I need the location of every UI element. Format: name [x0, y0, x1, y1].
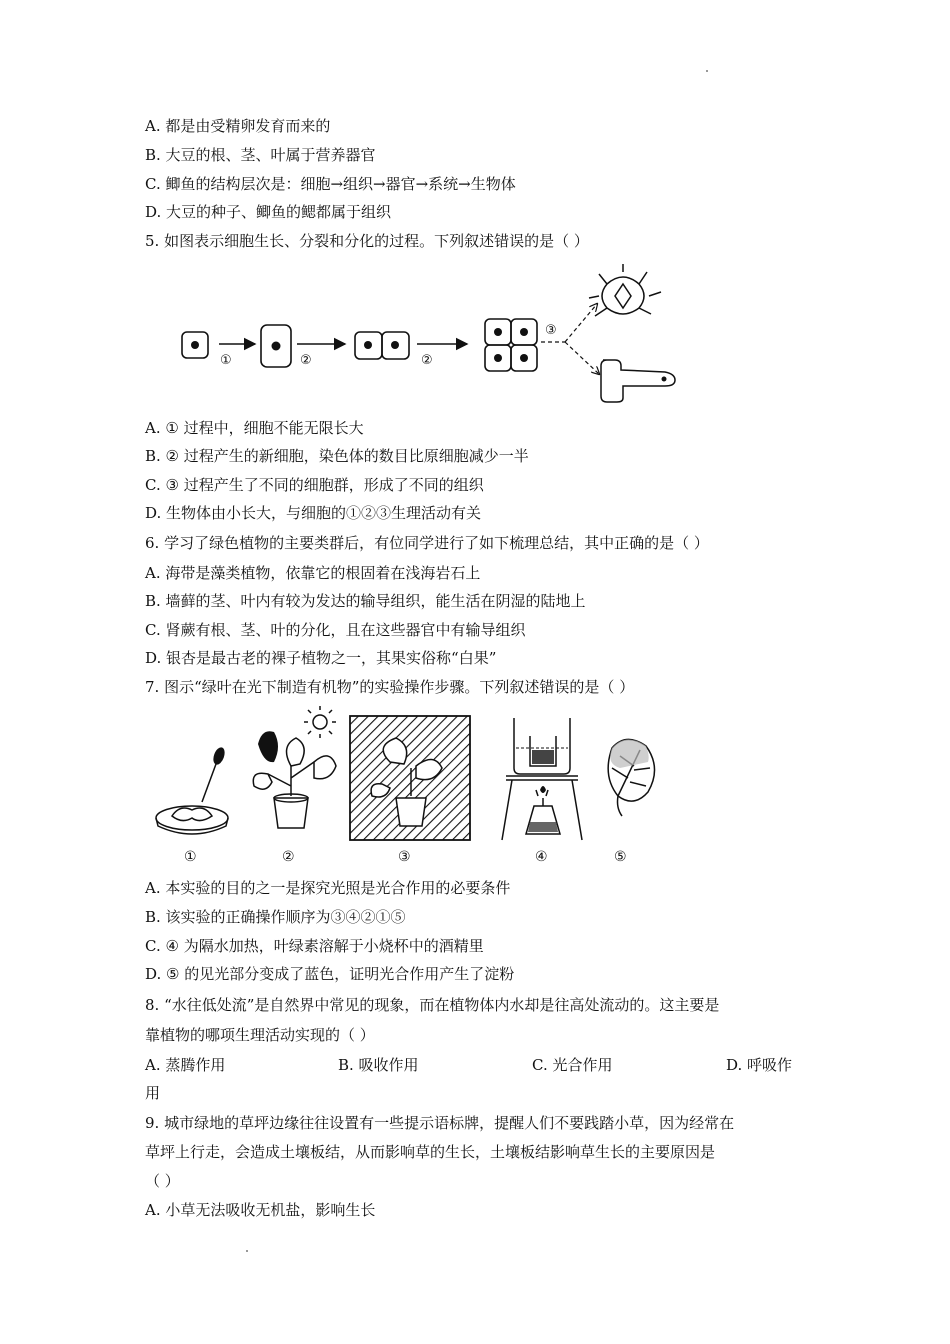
photosynthesis-experiment-figure [150, 706, 680, 872]
q6-option-d: D. 银杏是最古老的裸子植物之一，其果实俗称“白果” [145, 649, 497, 667]
q7-stem: 7. 图示“绿叶在光下制造有机物”的实验操作步骤。下列叙述错误的是（ ） [145, 678, 635, 696]
q6-option-b: B. 墙藓的茎、叶内有较为发达的输导组织，能生活在阴湿的陆地上 [145, 592, 586, 610]
scan-speck [706, 70, 708, 72]
q5-option-a: A. ① 过程中，细胞不能无限长大 [145, 419, 364, 437]
fig5-label-2: ② [300, 353, 312, 368]
q8-stem-line1: 8. “水往低处流”是自然界中常见的现象，而在植物体内水却是往高处流动的。这主要是 [145, 996, 720, 1014]
q8-option-d: D. 呼吸作 [726, 1056, 793, 1074]
q7-option-c: C. ④ 为隔水加热，叶绿素溶解于小烧杯中的酒精里 [145, 937, 484, 955]
fig7-label-2: ② [282, 849, 295, 865]
fig7-label-1: ① [184, 849, 197, 865]
q4-option-c: C. 鲫鱼的结构层次是：细胞→组织→器官→系统→生物体 [145, 175, 516, 193]
q7-option-d: D. ⑤ 的见光部分变成了蓝色，证明光合作用产生了淀粉 [145, 965, 515, 983]
q6-stem: 6. 学习了绿色植物的主要类群后，有位同学进行了如下梳理总结，其中正确的是（ ） [145, 534, 709, 552]
q5-option-b: B. ② 过程产生的新细胞，染色体的数目比原细胞减少一半 [145, 447, 529, 465]
fig7-label-3: ③ [398, 849, 411, 865]
fig7-label-5: ⑤ [614, 849, 627, 865]
q8-stem-line2: 靠植物的哪项生理活动实现的（ ） [145, 1026, 375, 1044]
q4-option-b: B. 大豆的根、茎、叶属于营养器官 [145, 146, 376, 164]
q8-option-c: C. 光合作用 [532, 1056, 613, 1074]
q4-option-d: D. 大豆的种子、鲫鱼的鳃都属于组织 [145, 203, 392, 221]
q9-stem-line2: 草坪上行走，会造成土壤板结，从而影响草的生长，土壤板结影响草生长的主要原因是 [145, 1143, 716, 1161]
fig5-label-3: ③ [545, 323, 557, 338]
cell-process-figure [175, 262, 695, 410]
q7-option-b: B. 该实验的正确操作顺序为③④②①⑤ [145, 908, 406, 926]
q4-option-a: A. 都是由受精卵发育而来的 [145, 117, 331, 135]
q5-option-c: C. ③ 过程产生了不同的细胞群，形成了不同的组织 [145, 476, 484, 494]
fig5-label-1: ① [220, 353, 232, 368]
q6-option-c: C. 肾蕨有根、茎、叶的分化，且在这些器官中有输导组织 [145, 621, 526, 639]
q9-stem-line3: （ ） [145, 1172, 180, 1190]
scan-speck [246, 1250, 248, 1252]
q9-option-a: A. 小草无法吸收无机盐，影响生长 [145, 1201, 376, 1219]
q8-option-d-wrap: 用 [145, 1084, 161, 1102]
q9-stem-line1: 9. 城市绿地的草坪边缘往往设置有一些提示语标牌，提醒人们不要践踏小草，因为经常在 [145, 1114, 735, 1132]
q8-option-a: A. 蒸腾作用 [145, 1056, 226, 1074]
fig7-label-4: ④ [535, 849, 548, 865]
q7-option-a: A. 本实验的目的之一是探究光照是光合作用的必要条件 [145, 879, 511, 897]
q8-option-b: B. 吸收作用 [338, 1056, 419, 1074]
q6-option-a: A. 海带是藻类植物，依靠它的根固着在浅海岩石上 [145, 564, 481, 582]
q5-stem: 5. 如图表示细胞生长、分裂和分化的过程。下列叙述错误的是（ ） [145, 232, 589, 250]
fig5-label-2b: ② [421, 353, 433, 368]
q5-option-d: D. 生物体由小长大，与细胞的①②③生理活动有关 [145, 504, 482, 522]
